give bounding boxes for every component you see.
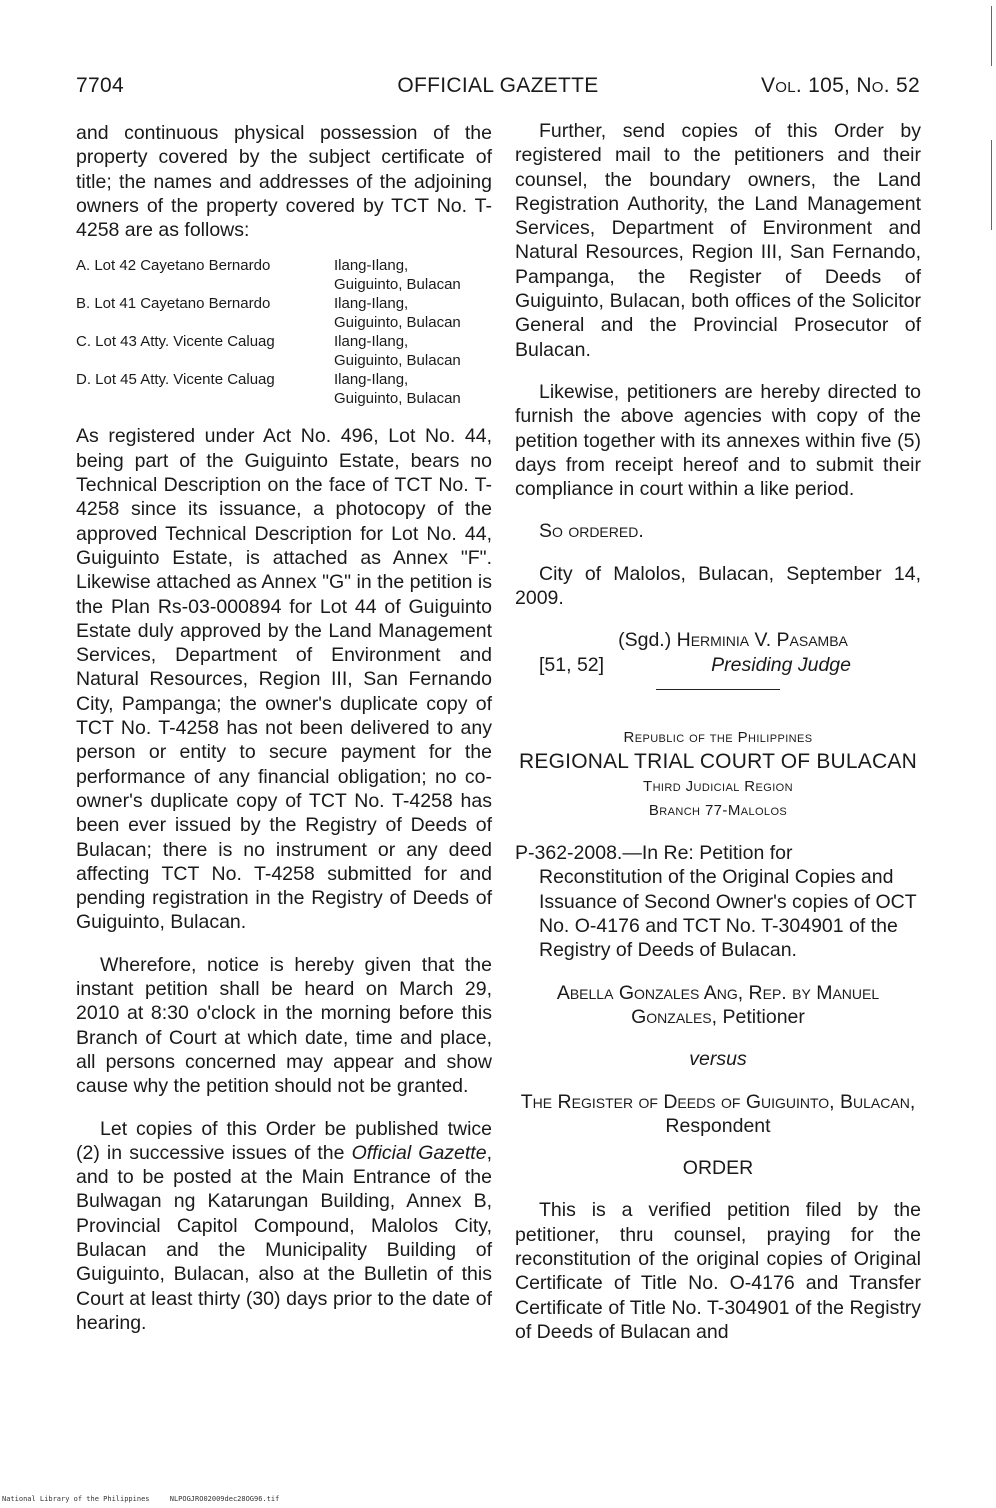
library-credit: National Library of the Philippines [2, 1495, 150, 1503]
court-heading: REGIONAL TRIAL COURT OF BULACAN [519, 750, 917, 774]
lot-owner: B. Lot 41 Cayetano Bernardo [76, 295, 271, 313]
lot-address: Ilang-Ilang, Guiguinto, Bulacan [334, 371, 461, 408]
publication-title: OFFICIAL GAZETTE [397, 74, 599, 97]
branch-heading: Branch 77-Malolos [648, 801, 788, 819]
republic-heading: Republic of the Philippines [623, 728, 813, 746]
right-column [515, 119, 921, 1344]
page-number: 7704 [76, 74, 124, 97]
intro-paragraph: and continuous physical possession of the property covered by the subject certificate of title; the names and addresses of the adjoining owners of the property covered by TCT No. T-4258 are as follows: [76, 122, 492, 242]
judge-title: Presiding Judge [711, 653, 851, 676]
lot-address: Ilang-Ilang, Guiguinto, Bulacan [334, 257, 461, 294]
date-line: City of Malolos, Bulacan, September 14, 2009. [515, 562, 921, 610]
wherefore-paragraph: Wherefore, notice is hereby given that the instant petition shall be heard on March 29, 2010 at 8:30 o'clock in the morning before this Branch of Court at which date, time and place, all persons concerned may appear and show cause why the petition should not be granted. [76, 953, 492, 1098]
scan-edge-mark [991, 6, 992, 66]
versus-line: versus [689, 1048, 747, 1071]
petitioner-line: Abella Gonzales Ang, Rep. by Manuel Gonzales, Petitioner [556, 981, 880, 1028]
list-item [76, 332, 492, 370]
region-heading: Third Judicial Region [643, 777, 793, 795]
order-heading: ORDER [682, 1157, 754, 1180]
lot-address: Ilang-Ilang, Guiguinto, Bulacan [334, 333, 461, 370]
issue-reference: [51, 52] [539, 653, 605, 676]
left-column [76, 121, 492, 1335]
judge-name: Herminia V. Pasamba [676, 629, 848, 652]
list-item [76, 256, 492, 294]
lot-owner: C. Lot 43 Atty. Vicente Caluag [76, 333, 275, 351]
volume-number: Vol. 105, No. 52 [760, 74, 920, 97]
scan-edge-mark [991, 140, 992, 230]
send-copies-paragraph: Further, send copies of this Order by registered mail to the petitioners and their counsel, the boundary owners, the Land Registration Authority, the Land Management Services, Department of Environment and Natural Resources, Region III, San Fernando, Pampanga, the Register of Deeds of Guiguinto, Bulacan, both offices of the Solicitor General and the Provincial Prosecutor of Bulacan. [515, 120, 921, 361]
so-ordered: So ordered. [539, 520, 644, 543]
respondent-line: The Register of Deeds of Guiguinto, Bulacan, Respondent [520, 1090, 916, 1137]
signature-line: (Sgd.) Herminia V. Pasamba [618, 629, 848, 652]
likewise-paragraph: Likewise, petitioners are hereby directed to furnish the above agencies with copy of the petition together with its annexes within five (5) days from receipt hereof and to submit their compliance in court within a like period. [515, 380, 921, 501]
list-item [76, 370, 492, 408]
order-paragraph: This is a verified petition filed by the petitioner, thru counsel, praying for the reconstitution of the original copies of Original Certificate of Title No. O-4176 and Transfer Certificate of Title No. T-304901 of the Registry of Deeds of Bulacan and [515, 1199, 921, 1343]
signature-title-row [515, 653, 921, 677]
lot-owner: D. Lot 45 Atty. Vicente Caluag [76, 371, 275, 389]
file-identifier: NLPOGJRO02009dec28OG96.tif [169, 1495, 280, 1503]
adjoining-owners-list [76, 256, 492, 408]
lot-owner: A. Lot 42 Cayetano Bernardo [76, 257, 271, 275]
lot-address: Ilang-Ilang, Guiguinto, Bulacan [334, 295, 461, 332]
case-title: P-362-2008.—In Re: Petition for Reconstitution of the Original Copies and Issuance of Second Owner's copies of OCT No. O-4176 and TCT No. T-304901 of the Registry of Deeds of Bulacan. [515, 842, 917, 962]
registered-paragraph: As registered under Act No. 496, Lot No. 44, being part of the Guiguinto Estate, bears no Technical Description on the face of TCT No. T-4258 since its issuance, a photocopy of the approved Technical Description for Lot No. 44, Guiguinto Estate, is attached as Annex "F". Likewise attached as Annex "G" in the petition is the Plan Rs-03-000894 for Lot 44 of Guiguinto Estate duly approved by the Land Management Services, Department of Environment and Natural Resources, Region III, San Fernando City, Pampanga; the owner's duplicate copy of TCT No. T-4258 has not been delivered to any person or entity to secure payment for the performance of any financial obligation; no co-owner's duplicate copy of TCT No. T-4258 has been ever issued by the Registry of Deeds of Bulacan; there is no instrument or any deed affecting TCT No. T-4258 submitted for and pending registration in the Registry of Deeds of Guiguinto, Bulacan. [76, 425, 493, 934]
publication-paragraph: Let copies of this Order be published twice (2) in successive issues of the Official Gazette, and to be posted at the Main Entrance of the Bulwagan ng Katarungan Building, Annex B, Provincial Capitol Compound, Malolos City, Bulacan and the Municipality Building of Guiguinto, Bulacan, also at the Bulletin of this Court at least thirty (30) days prior to the date of hearing. [76, 1117, 492, 1334]
list-item [76, 294, 492, 332]
scan-footer [2, 1495, 295, 1503]
section-divider [656, 689, 780, 690]
